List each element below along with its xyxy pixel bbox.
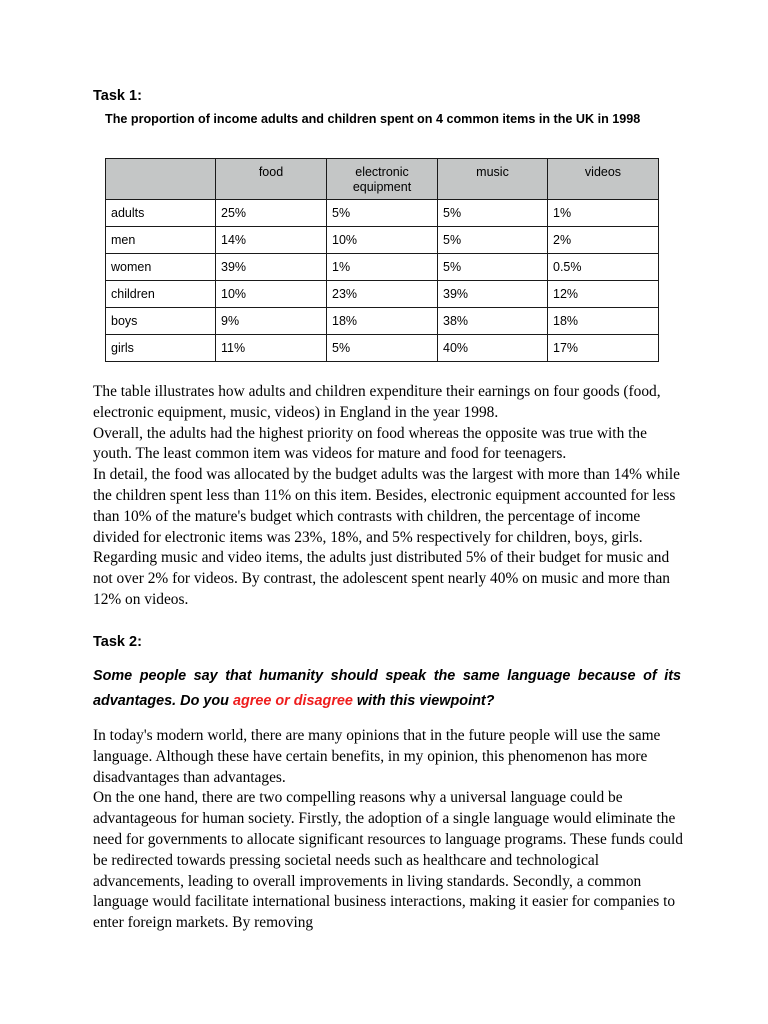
table-cell: 0.5% [548, 254, 659, 281]
table-header-cell: music [438, 159, 548, 200]
table-header-cell: videos [548, 159, 659, 200]
task1-essay [93, 382, 683, 611]
table-cell: 18% [327, 308, 438, 335]
table-header-cell: food [216, 159, 327, 200]
essay-paragraph: In detail, the food was allocated by the budget adults was the largest with more than 14% while the children spent less than 11% on this item. Besides, electronic equipment accounted for less than 10% of the mature's budget which contrasts with children, the percentage of income divided for electronic items was 23%, 18%, and 5% respectively for children, boys, girls. [93, 466, 680, 546]
question-highlight: agree or disagree [232, 692, 353, 709]
table-cell: 5% [327, 200, 438, 227]
table-cell: 40% [438, 335, 548, 362]
table-cell: girls [106, 335, 216, 362]
task2-question [93, 664, 681, 713]
table-cell: adults [106, 200, 216, 227]
table-header-cell [106, 159, 216, 200]
table-cell: boys [106, 308, 216, 335]
essay-paragraph: Overall, the adults had the highest priority on food whereas the opposite was true with the youth. The least common item was videos for mature and food for teenagers. [93, 424, 647, 463]
table-cell: 25% [216, 200, 327, 227]
table-cell: 38% [438, 308, 548, 335]
task2-essay [93, 726, 683, 934]
table-cell: women [106, 254, 216, 281]
table-row [106, 254, 659, 281]
table-cell: 1% [548, 200, 659, 227]
data-table [105, 158, 659, 362]
table-cell: 1% [327, 254, 438, 281]
task2-heading: Task 2: [93, 634, 142, 650]
table-cell: 5% [438, 254, 548, 281]
table-row [106, 281, 659, 308]
table-cell: 17% [548, 335, 659, 362]
table-cell: 5% [438, 227, 548, 254]
table-row [106, 308, 659, 335]
table-caption: The proportion of income adults and children spent on 4 common items in the UK in 1998 [105, 112, 641, 126]
table-header-cell: electronic equipment [327, 159, 438, 200]
table-row [106, 335, 659, 362]
table-row [106, 200, 659, 227]
essay-paragraph: Regarding music and video items, the adults just distributed 5% of their budget for music and not over 2% for videos. By contrast, the adolescent spent nearly 40% on music and more than 12% on videos. [93, 549, 670, 608]
table-cell: 14% [216, 227, 327, 254]
table-cell: 39% [216, 254, 327, 281]
table-cell: 39% [438, 281, 548, 308]
table-cell: 5% [327, 335, 438, 362]
table-cell: 11% [216, 335, 327, 362]
table-cell: 2% [548, 227, 659, 254]
essay-paragraph: In today's modern world, there are many opinions that in the future people will use the same language. Although these have certain benefits, in my opinion, this phenomenon has more disadvantages than advantages. [93, 727, 661, 786]
table-cell: 10% [216, 281, 327, 308]
table-row [106, 227, 659, 254]
table-cell: 12% [548, 281, 659, 308]
question-text: Some people say that humanity should speak the same language because of its advantages. Do you [93, 668, 681, 709]
table-cell: 5% [438, 200, 548, 227]
table-cell: 9% [216, 308, 327, 335]
table-cell: 10% [327, 227, 438, 254]
table-header-row [106, 159, 659, 200]
table-cell: 18% [548, 308, 659, 335]
essay-paragraph: The table illustrates how adults and children expenditure their earnings on four goods (food, electronic equipment, music, videos) in England in the year 1998. [93, 383, 661, 421]
table-cell: children [106, 281, 216, 308]
task1-heading: Task 1: [93, 88, 142, 104]
table-cell: 23% [327, 281, 438, 308]
table-cell: men [106, 227, 216, 254]
question-text-end: with this viewpoint? [352, 692, 495, 709]
essay-paragraph: On the one hand, there are two compelling reasons why a universal language could be advantageous for human society. Firstly, the adoption of a single language would eliminate the need for governments to allocate significant resources to language programs. These funds could be redirected towards pressing societal needs such as healthcare and technological advancements, leading to overall improvements in living standards. Secondly, a common language would facilitate international business interactions, making it easier for companies to enter foreign markets. By removing [93, 789, 683, 932]
